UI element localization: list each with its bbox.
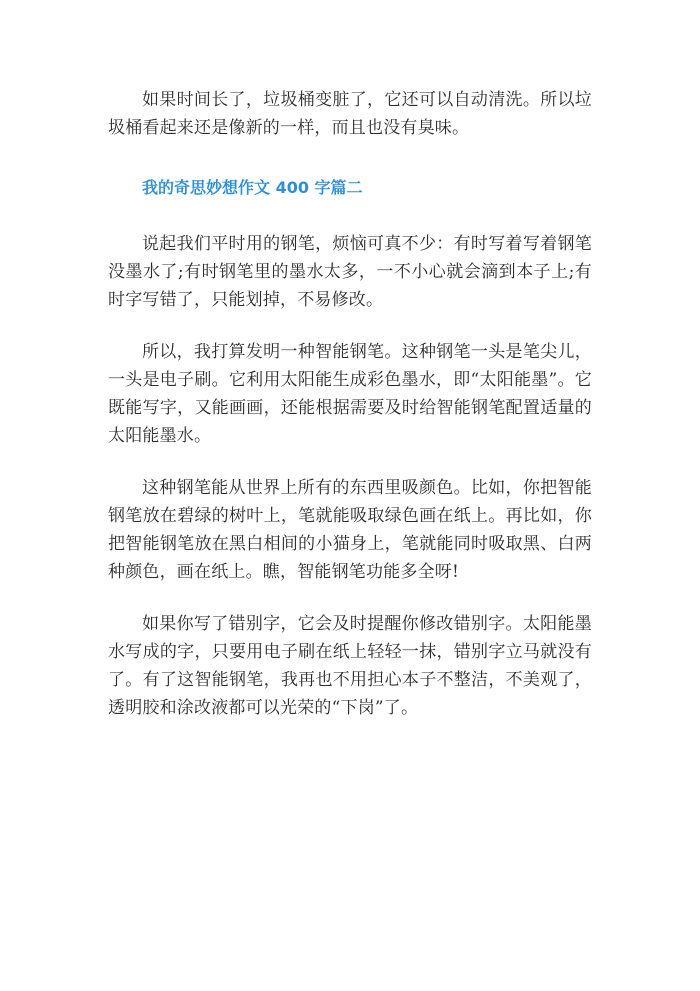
paragraph-2: 说起我们平时用的钢笔，烦恼可真不少：有时写着写着钢笔没墨水了;有时钢笔里的墨水太多，一不小心就会滴到本子上;有时字写错了，只能划掉，不易修改。 bbox=[108, 234, 592, 310]
paragraph-4: 这种钢笔能从世界上所有的东西里吸颜色。比如，你把智能钢笔放在碧绿的树叶上，笔就能吸取绿色画在纸上。再比如，你把智能钢笔放在黑白相间的小猫身上，笔就能同时吸取黑、白两种颜色，画在纸上。瞧，智能钢笔功能多全呀! bbox=[108, 478, 592, 582]
paragraph-5: 如果你写了错别字，它会及时提醒你修改错别字。太阳能墨水写成的字，只要用电子刷在纸上轻轻一抹，错别字立马就没有了。有了这智能钢笔，我再也不用担心本子不整洁，不美观了，透明胶和涂改液都可以光荣的“下岗”了。 bbox=[108, 614, 592, 718]
document-page bbox=[108, 86, 592, 722]
paragraph-3: 所以，我打算发明一种智能钢笔。这种钢笔一头是笔尖儿，一头是电子刷。它利用太阳能生成彩色墨水，即“太阳能墨”。它既能写字，又能画画，还能根据需要及时给智能钢笔配置适量的太阳能墨水。 bbox=[108, 342, 592, 446]
paragraph-1: 如果时间长了，垃圾桶变脏了，它还可以自动清洗。所以垃圾桶看起来还是像新的一样，而且也没有臭味。 bbox=[108, 90, 592, 138]
section-heading: 我的奇思妙想作文 400 字篇二 bbox=[142, 178, 363, 197]
